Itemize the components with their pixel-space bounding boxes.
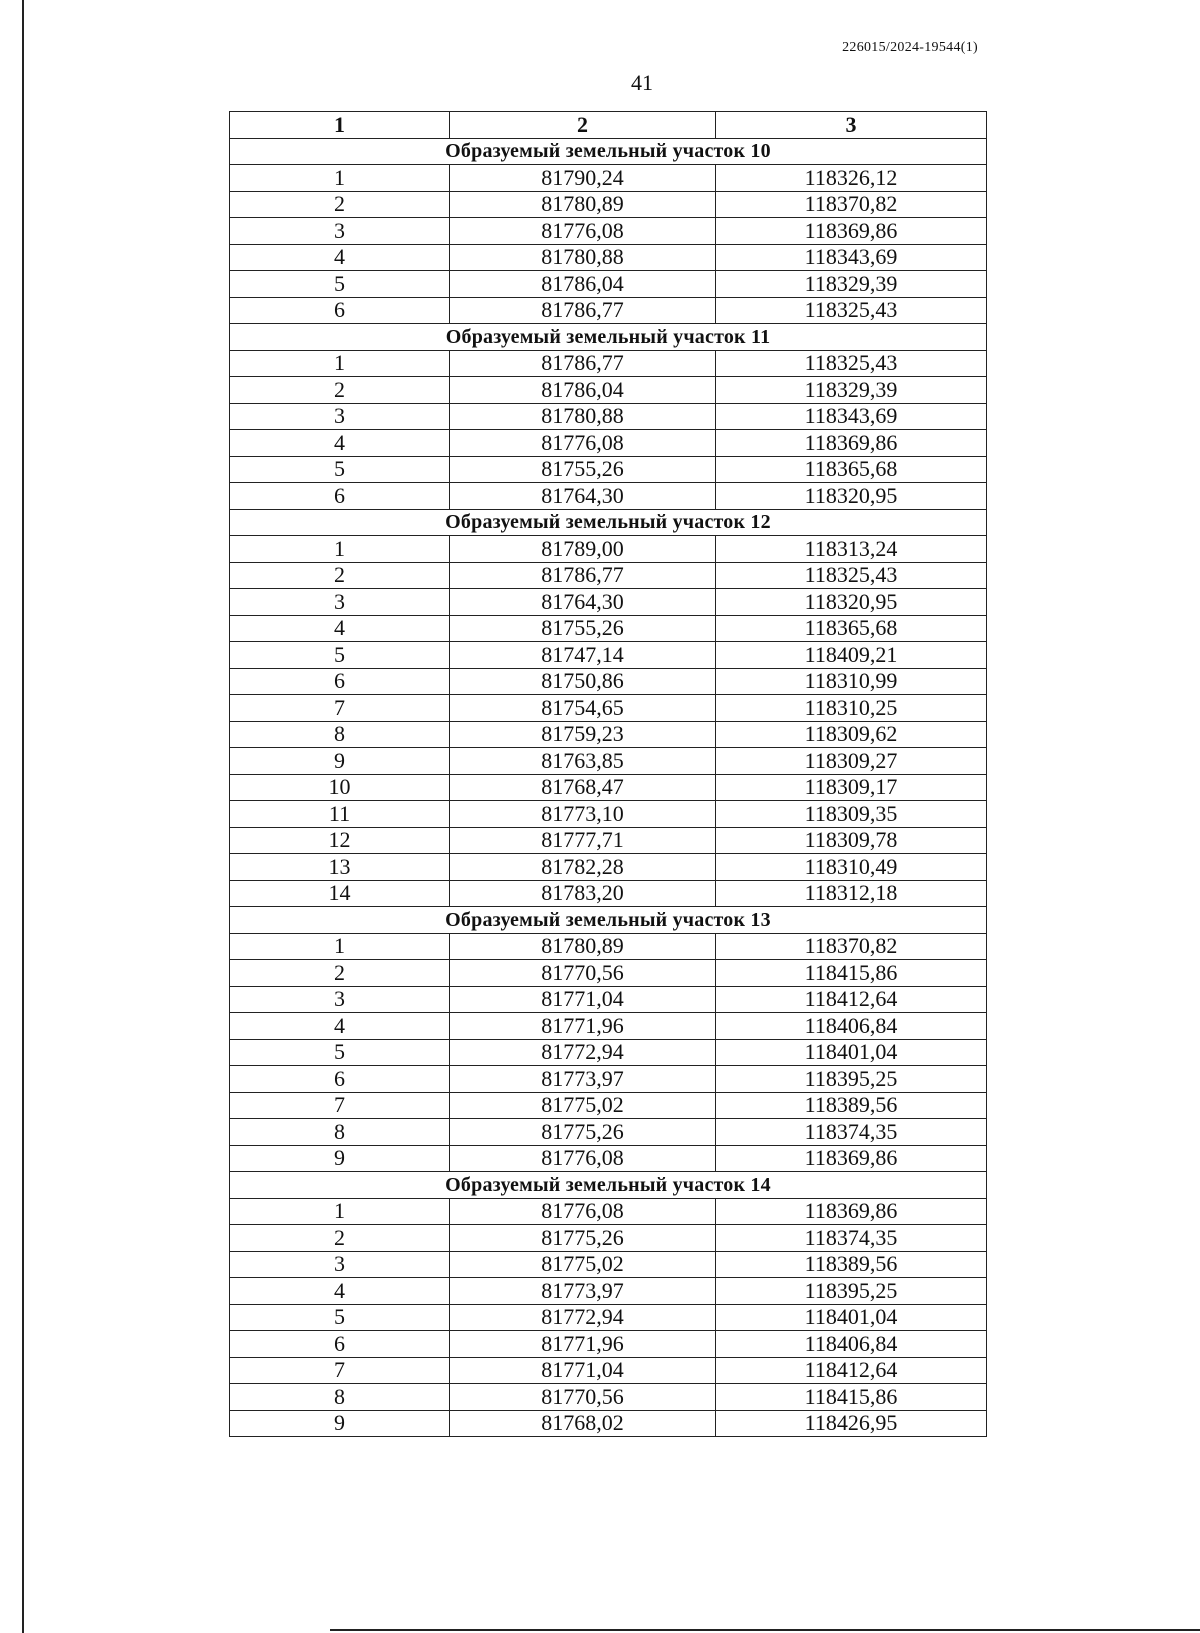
page-number: 41 xyxy=(631,70,653,95)
x-coordinate-cell: 81775,02 xyxy=(450,1092,716,1119)
x-coordinate-cell: 81771,04 xyxy=(450,1357,716,1384)
point-number-cell: 8 xyxy=(230,1384,450,1411)
table-row xyxy=(230,562,987,589)
point-number-cell: 1 xyxy=(230,350,450,377)
point-number-cell: 3 xyxy=(230,589,450,616)
table-row xyxy=(230,721,987,748)
point-number-cell: 8 xyxy=(230,721,450,748)
point-number-cell: 3 xyxy=(230,218,450,245)
table-row xyxy=(230,1225,987,1252)
y-coordinate-cell: 118406,84 xyxy=(716,1331,987,1358)
y-coordinate-cell: 118329,39 xyxy=(716,271,987,298)
point-number-cell: 4 xyxy=(230,615,450,642)
table-row xyxy=(230,960,987,987)
table-row xyxy=(230,1410,987,1437)
table-row xyxy=(230,774,987,801)
point-number-cell: 9 xyxy=(230,1410,450,1437)
header-cell-1: 1 xyxy=(230,112,450,139)
table-row xyxy=(230,1013,987,1040)
table-row xyxy=(230,377,987,404)
table-row xyxy=(230,854,987,881)
table-row xyxy=(230,1039,987,1066)
y-coordinate-cell: 118310,99 xyxy=(716,668,987,695)
table-row xyxy=(230,350,987,377)
table-row xyxy=(230,1119,987,1146)
x-coordinate-cell: 81755,26 xyxy=(450,456,716,483)
point-number-cell: 3 xyxy=(230,986,450,1013)
y-coordinate-cell: 118389,56 xyxy=(716,1251,987,1278)
point-number-cell: 4 xyxy=(230,430,450,457)
point-number-cell: 10 xyxy=(230,774,450,801)
point-number-cell: 7 xyxy=(230,695,450,722)
y-coordinate-cell: 118401,04 xyxy=(716,1039,987,1066)
x-coordinate-cell: 81786,77 xyxy=(450,297,716,324)
point-number-cell: 1 xyxy=(230,536,450,563)
table-row xyxy=(230,271,987,298)
x-coordinate-cell: 81750,86 xyxy=(450,668,716,695)
table-row xyxy=(230,589,987,616)
x-coordinate-cell: 81773,97 xyxy=(450,1066,716,1093)
table-row xyxy=(230,1145,987,1172)
point-number-cell: 9 xyxy=(230,1145,450,1172)
x-coordinate-cell: 81773,10 xyxy=(450,801,716,828)
point-number-cell: 3 xyxy=(230,1251,450,1278)
point-number-cell: 2 xyxy=(230,1225,450,1252)
x-coordinate-cell: 81773,97 xyxy=(450,1278,716,1305)
y-coordinate-cell: 118406,84 xyxy=(716,1013,987,1040)
point-number-cell: 4 xyxy=(230,1013,450,1040)
table-row xyxy=(230,218,987,245)
y-coordinate-cell: 118395,25 xyxy=(716,1278,987,1305)
x-coordinate-cell: 81782,28 xyxy=(450,854,716,881)
table-row xyxy=(230,748,987,775)
y-coordinate-cell: 118412,64 xyxy=(716,1357,987,1384)
y-coordinate-cell: 118369,86 xyxy=(716,1198,987,1225)
point-number-cell: 6 xyxy=(230,483,450,510)
x-coordinate-cell: 81780,89 xyxy=(450,933,716,960)
point-number-cell: 2 xyxy=(230,377,450,404)
point-number-cell: 6 xyxy=(230,668,450,695)
y-coordinate-cell: 118320,95 xyxy=(716,483,987,510)
table-row xyxy=(230,1357,987,1384)
table-row xyxy=(230,403,987,430)
table-row xyxy=(230,880,987,907)
point-number-cell: 8 xyxy=(230,1119,450,1146)
point-number-cell: 1 xyxy=(230,165,450,192)
table-row xyxy=(230,1066,987,1093)
table-row xyxy=(230,297,987,324)
section-title: Образуемый земельный участок 10 xyxy=(230,138,987,165)
point-number-cell: 5 xyxy=(230,642,450,669)
table-row xyxy=(230,986,987,1013)
x-coordinate-cell: 81772,94 xyxy=(450,1304,716,1331)
x-coordinate-cell: 81786,77 xyxy=(450,562,716,589)
section-title-row xyxy=(230,509,987,536)
point-number-cell: 5 xyxy=(230,1039,450,1066)
y-coordinate-cell: 118365,68 xyxy=(716,615,987,642)
table-row xyxy=(230,1198,987,1225)
table-row xyxy=(230,1251,987,1278)
table-row xyxy=(230,483,987,510)
point-number-cell: 7 xyxy=(230,1092,450,1119)
x-coordinate-cell: 81776,08 xyxy=(450,218,716,245)
y-coordinate-cell: 118395,25 xyxy=(716,1066,987,1093)
y-coordinate-cell: 118343,69 xyxy=(716,403,987,430)
point-number-cell: 5 xyxy=(230,1304,450,1331)
y-coordinate-cell: 118309,35 xyxy=(716,801,987,828)
y-coordinate-cell: 118309,27 xyxy=(716,748,987,775)
y-coordinate-cell: 118325,43 xyxy=(716,297,987,324)
table-row xyxy=(230,1384,987,1411)
point-number-cell: 2 xyxy=(230,960,450,987)
table-row xyxy=(230,668,987,695)
y-coordinate-cell: 118309,17 xyxy=(716,774,987,801)
x-coordinate-cell: 81780,88 xyxy=(450,403,716,430)
document-number: 226015/2024-19544(1) xyxy=(842,40,978,55)
point-number-cell: 4 xyxy=(230,244,450,271)
x-coordinate-cell: 81754,65 xyxy=(450,695,716,722)
y-coordinate-cell: 118310,25 xyxy=(716,695,987,722)
point-number-cell: 2 xyxy=(230,191,450,218)
x-coordinate-cell: 81776,08 xyxy=(450,1198,716,1225)
point-number-cell: 12 xyxy=(230,827,450,854)
table-row xyxy=(230,1278,987,1305)
y-coordinate-cell: 118365,68 xyxy=(716,456,987,483)
point-number-cell: 6 xyxy=(230,1066,450,1093)
table-row xyxy=(230,695,987,722)
x-coordinate-cell: 81775,02 xyxy=(450,1251,716,1278)
y-coordinate-cell: 118320,95 xyxy=(716,589,987,616)
table-header-row xyxy=(230,112,987,139)
x-coordinate-cell: 81747,14 xyxy=(450,642,716,669)
coordinates-table xyxy=(229,111,987,1437)
x-coordinate-cell: 81780,89 xyxy=(450,191,716,218)
x-coordinate-cell: 81763,85 xyxy=(450,748,716,775)
table-row xyxy=(230,1092,987,1119)
y-coordinate-cell: 118389,56 xyxy=(716,1092,987,1119)
x-coordinate-cell: 81770,56 xyxy=(450,960,716,987)
y-coordinate-cell: 118309,62 xyxy=(716,721,987,748)
table-row xyxy=(230,1331,987,1358)
point-number-cell: 13 xyxy=(230,854,450,881)
x-coordinate-cell: 81755,26 xyxy=(450,615,716,642)
x-coordinate-cell: 81786,04 xyxy=(450,377,716,404)
x-coordinate-cell: 81789,00 xyxy=(450,536,716,563)
x-coordinate-cell: 81786,04 xyxy=(450,271,716,298)
y-coordinate-cell: 118309,78 xyxy=(716,827,987,854)
point-number-cell: 11 xyxy=(230,801,450,828)
y-coordinate-cell: 118370,82 xyxy=(716,191,987,218)
y-coordinate-cell: 118401,04 xyxy=(716,1304,987,1331)
point-number-cell: 1 xyxy=(230,1198,450,1225)
point-number-cell: 3 xyxy=(230,403,450,430)
x-coordinate-cell: 81768,47 xyxy=(450,774,716,801)
y-coordinate-cell: 118369,86 xyxy=(716,430,987,457)
section-title-row xyxy=(230,324,987,351)
y-coordinate-cell: 118426,95 xyxy=(716,1410,987,1437)
y-coordinate-cell: 118369,86 xyxy=(716,1145,987,1172)
y-coordinate-cell: 118415,86 xyxy=(716,1384,987,1411)
y-coordinate-cell: 118329,39 xyxy=(716,377,987,404)
table-row xyxy=(230,615,987,642)
x-coordinate-cell: 81768,02 xyxy=(450,1410,716,1437)
section-title: Образуемый земельный участок 14 xyxy=(230,1172,987,1199)
section-title-row xyxy=(230,907,987,934)
table-row xyxy=(230,456,987,483)
x-coordinate-cell: 81776,08 xyxy=(450,430,716,457)
table-row xyxy=(230,536,987,563)
x-coordinate-cell: 81771,04 xyxy=(450,986,716,1013)
point-number-cell: 7 xyxy=(230,1357,450,1384)
x-coordinate-cell: 81770,56 xyxy=(450,1384,716,1411)
y-coordinate-cell: 118374,35 xyxy=(716,1225,987,1252)
y-coordinate-cell: 118313,24 xyxy=(716,536,987,563)
header-cell-2: 2 xyxy=(450,112,716,139)
x-coordinate-cell: 81772,94 xyxy=(450,1039,716,1066)
x-coordinate-cell: 81783,20 xyxy=(450,880,716,907)
scan-bottom-edge xyxy=(330,1629,1200,1631)
x-coordinate-cell: 81780,88 xyxy=(450,244,716,271)
x-coordinate-cell: 81776,08 xyxy=(450,1145,716,1172)
y-coordinate-cell: 118310,49 xyxy=(716,854,987,881)
point-number-cell: 6 xyxy=(230,297,450,324)
point-number-cell: 2 xyxy=(230,562,450,589)
x-coordinate-cell: 81790,24 xyxy=(450,165,716,192)
section-title-row xyxy=(230,1172,987,1199)
y-coordinate-cell: 118412,64 xyxy=(716,986,987,1013)
x-coordinate-cell: 81771,96 xyxy=(450,1331,716,1358)
section-title: Образуемый земельный участок 12 xyxy=(230,509,987,536)
section-title-row xyxy=(230,138,987,165)
x-coordinate-cell: 81759,23 xyxy=(450,721,716,748)
point-number-cell: 4 xyxy=(230,1278,450,1305)
table-row xyxy=(230,642,987,669)
x-coordinate-cell: 81764,30 xyxy=(450,589,716,616)
table-row xyxy=(230,165,987,192)
y-coordinate-cell: 118312,18 xyxy=(716,880,987,907)
table-row xyxy=(230,430,987,457)
x-coordinate-cell: 81771,96 xyxy=(450,1013,716,1040)
table-row xyxy=(230,191,987,218)
table-row xyxy=(230,244,987,271)
coordinates-table-body xyxy=(230,112,987,1437)
scan-left-edge xyxy=(22,0,24,1633)
y-coordinate-cell: 118370,82 xyxy=(716,933,987,960)
y-coordinate-cell: 118325,43 xyxy=(716,350,987,377)
y-coordinate-cell: 118415,86 xyxy=(716,960,987,987)
y-coordinate-cell: 118369,86 xyxy=(716,218,987,245)
y-coordinate-cell: 118409,21 xyxy=(716,642,987,669)
table-row xyxy=(230,827,987,854)
table-row xyxy=(230,1304,987,1331)
table-row xyxy=(230,933,987,960)
point-number-cell: 5 xyxy=(230,271,450,298)
x-coordinate-cell: 81775,26 xyxy=(450,1119,716,1146)
x-coordinate-cell: 81777,71 xyxy=(450,827,716,854)
section-title: Образуемый земельный участок 13 xyxy=(230,907,987,934)
table-row xyxy=(230,801,987,828)
x-coordinate-cell: 81786,77 xyxy=(450,350,716,377)
point-number-cell: 1 xyxy=(230,933,450,960)
point-number-cell: 5 xyxy=(230,456,450,483)
section-title: Образуемый земельный участок 11 xyxy=(230,324,987,351)
x-coordinate-cell: 81764,30 xyxy=(450,483,716,510)
y-coordinate-cell: 118326,12 xyxy=(716,165,987,192)
x-coordinate-cell: 81775,26 xyxy=(450,1225,716,1252)
y-coordinate-cell: 118343,69 xyxy=(716,244,987,271)
point-number-cell: 14 xyxy=(230,880,450,907)
point-number-cell: 9 xyxy=(230,748,450,775)
y-coordinate-cell: 118325,43 xyxy=(716,562,987,589)
y-coordinate-cell: 118374,35 xyxy=(716,1119,987,1146)
header-cell-3: 3 xyxy=(716,112,987,139)
point-number-cell: 6 xyxy=(230,1331,450,1358)
